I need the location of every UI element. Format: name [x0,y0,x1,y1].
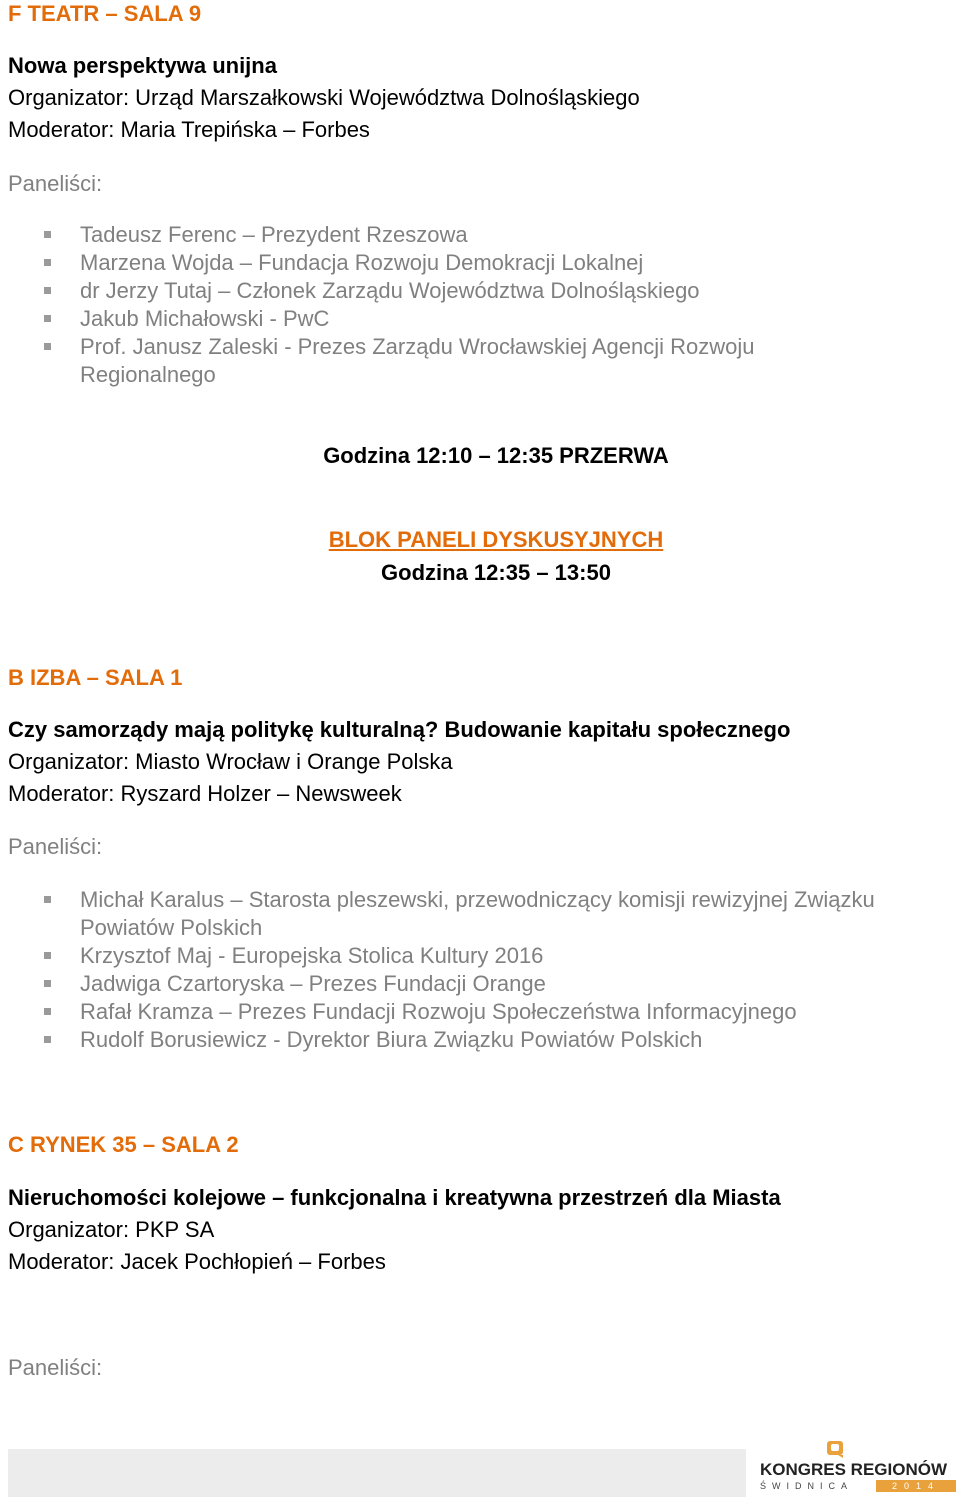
section-b-panelists-label: Paneliści: [8,834,103,859]
list-item: Rafał Kramza – Prezes Fundacji Rozwoju Społeczeństwa Informacyjnego [40,998,797,1026]
list-item: Jadwiga Czartoryska – Prezes Fundacji Orange [40,970,797,998]
list-item: Jakub Michałowski - PwC [40,305,755,333]
list-item-continuation: Regionalnego [80,362,216,387]
logo-mark-icon [826,1440,846,1458]
section-c-organizer: Organizator: PKP SA [8,1217,215,1242]
list-item: Tadeusz Ferenc – Prezydent Rzeszowa [40,221,755,249]
section-c-moderator: Moderator: Jacek Pochłopień – Forbes [8,1249,386,1274]
list-item-continuation: Powiatów Polskich [80,915,263,940]
section-b-heading: B IZBA – SALA 1 [8,665,183,690]
section-f-panelists-label: Paneliści: [8,171,103,196]
list-item: Prof. Janusz Zaleski - Prezes Zarządu Wrocławskiej Agencji Rozwoju [40,333,755,361]
list-item: Rudolf Borusiewicz - Dyrektor Biura Związku Powiatów Polskich [40,1026,797,1054]
logo-city: ŚWIDNICA [760,1481,853,1491]
list-item: dr Jerzy Tutaj – Członek Zarządu Województwa Dolnośląskiego [40,277,755,305]
block-time: Godzina 12:35 – 13:50 [381,560,611,585]
section-b-panelists-list-cont [40,942,797,1054]
logo-year: 2014 [876,1480,956,1492]
break-time: Godzina 12:10 – 12:35 PRZERWA [323,443,669,468]
section-c-heading: C RYNEK 35 – SALA 2 [8,1132,239,1157]
footer-bar [8,1449,746,1497]
section-c-title: Nieruchomości kolejowe – funkcjonalna i kreatywna przestrzeń dla Miasta [8,1185,781,1210]
list-item: Marzena Wojda – Fundacja Rozwoju Demokracji Lokalnej [40,249,755,277]
list-item: Krzysztof Maj - Europejska Stolica Kultury 2016 [40,942,797,970]
section-f-moderator: Moderator: Maria Trepińska – Forbes [8,117,370,142]
section-c-panelists-label: Paneliści: [8,1355,103,1380]
section-f-panelists-list [40,221,755,361]
section-b-moderator: Moderator: Ryszard Holzer – Newsweek [8,781,402,806]
logo-name: KONGRES REGIONÓW [760,1460,948,1479]
kongres-logo [758,1440,954,1496]
section-f-organizer: Organizator: Urząd Marszałkowski Województwa Dolnośląskiego [8,85,640,110]
section-b-panelists-list [40,886,875,914]
block-title-link[interactable]: BLOK PANELI DYSKUSYJNYCH [328,527,664,552]
section-b-title: Czy samorządy mają politykę kulturalną? Budowanie kapitału społecznego [8,717,791,742]
section-b-organizer: Organizator: Miasto Wrocław i Orange Polska [8,749,453,774]
list-item: Michał Karalus – Starosta pleszewski, przewodniczący komisji rewizyjnej Związku [40,886,875,914]
section-f-title: Nowa perspektywa unijna [8,53,277,78]
section-f-heading: F TEATR – SALA 9 [8,1,202,26]
